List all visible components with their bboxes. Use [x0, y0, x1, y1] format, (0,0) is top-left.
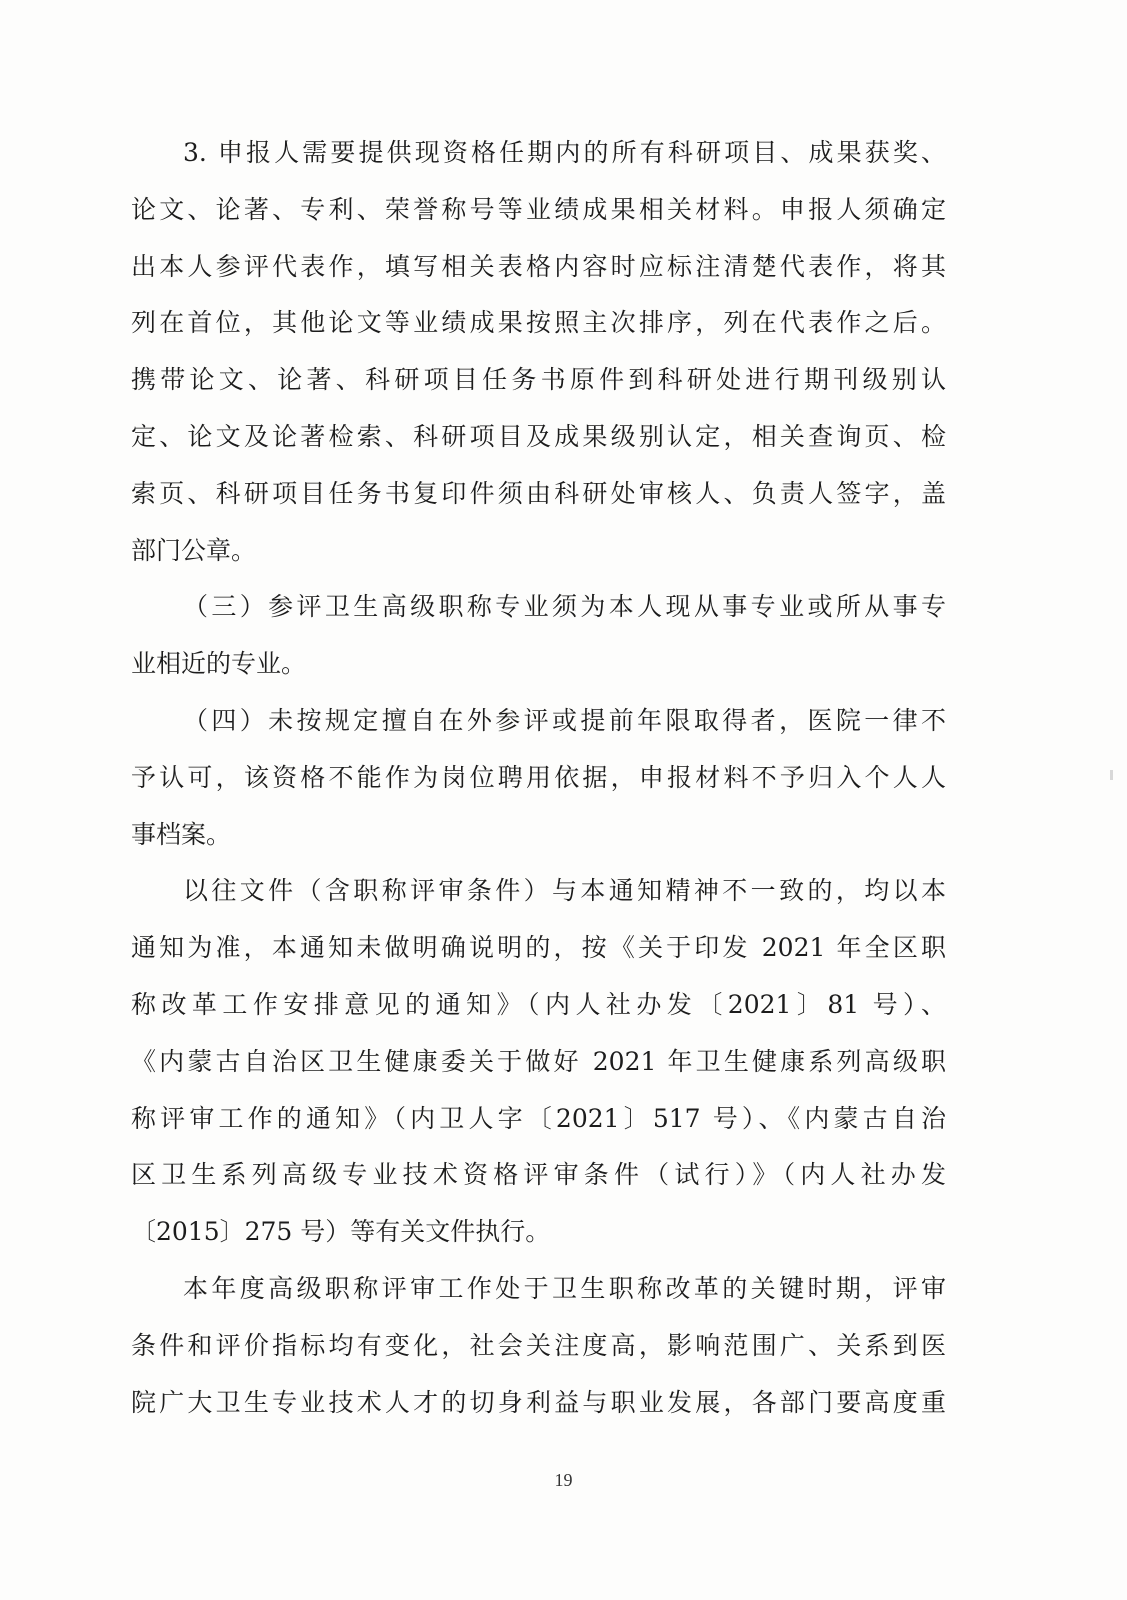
text-line: 业相近的专业。 — [131, 649, 307, 679]
text-line: 部门公章。 — [131, 535, 257, 565]
text-line: 定、论文及论著检索、科研项目及成果级别认定，相关查询页、检 — [131, 421, 946, 451]
text-line: （四）未按规定擅自在外参评或提前年限取得者，医院一律不 — [183, 705, 946, 735]
text-line: 院广大卫生专业技术人才的切身利益与职业发展，各部门要高度重 — [131, 1387, 946, 1417]
text-line: 《内蒙古自治区卫生健康委关于做好 2021 年卫生健康系列高级职 — [131, 1046, 946, 1076]
text-line: 称改革工作安排意见的通知》（内人社办发〔2021〕81 号）、 — [131, 989, 946, 1019]
text-line: 索页、科研项目任务书复印件须由科研处审核人、负责人签字，盖 — [131, 478, 946, 508]
text-line: 携带论文、论著、科研项目任务书原件到科研处进行期刊级别认 — [131, 365, 946, 395]
text-line: （三）参评卫生高级职称专业须为本人现从事专业或所从事专 — [183, 592, 946, 622]
text-line: 本年度高级职称评审工作处于卫生职称改革的关键时期，评审 — [183, 1273, 946, 1303]
text-line: 列在首位，其他论文等业绩成果按照主次排序，列在代表作之后。 — [131, 308, 946, 338]
text-line: 事档案。 — [131, 819, 232, 849]
text-line: 出本人参评代表作，填写相关表格内容时应标注清楚代表作，将其 — [131, 251, 946, 281]
page-number: 19 — [554, 1470, 573, 1490]
text-line: 予认可，该资格不能作为岗位聘用依据，申报材料不予归入个人人 — [131, 762, 946, 792]
text-line: 条件和评价指标均有变化，社会关注度高，影响范围广、关系到医 — [131, 1330, 946, 1360]
scan-artifact — [1110, 770, 1113, 780]
text-line: 3. 申报人需要提供现资格任期内的所有科研项目、成果获奖、 — [183, 138, 946, 167]
document-body — [131, 125, 946, 1431]
text-line: 〔2015〕275 号）等有关文件执行。 — [131, 1217, 551, 1247]
text-line: 以往文件（含职称评审条件）与本通知精神不一致的，均以本 — [183, 876, 946, 906]
text-line: 称评审工作的通知》（内卫人字〔2021〕517 号）、《内蒙古自治 — [131, 1103, 946, 1133]
text-line: 通知为准，本通知未做明确说明的，按《关于印发 2021 年全区职 — [131, 933, 946, 963]
text-line: 区卫生系列高级专业技术资格评审条件（试行）》（内人社办发 — [131, 1160, 946, 1190]
text-line: 论文、论著、专利、荣誉称号等业绩成果相关材料。申报人须确定 — [131, 194, 946, 224]
